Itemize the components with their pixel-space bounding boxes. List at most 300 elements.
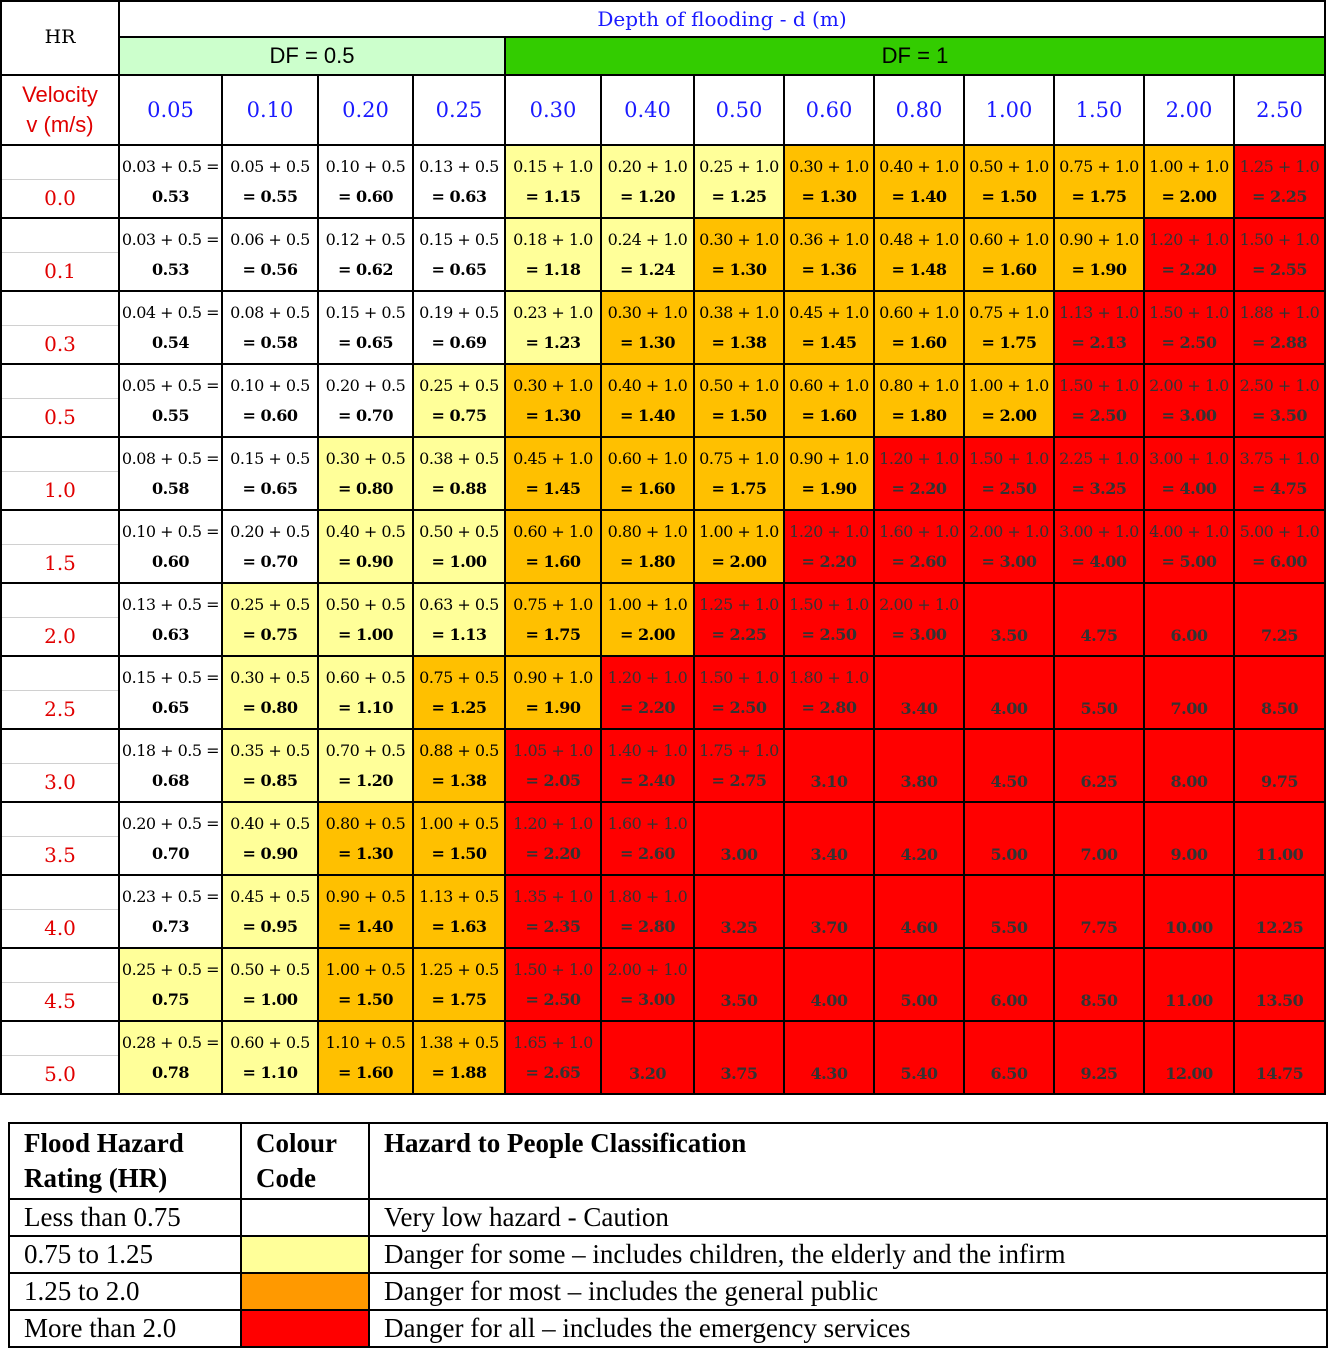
hazard-equation: 0.45 + 0.5 (230, 886, 310, 906)
hazard-rating-cell (413, 948, 505, 1021)
table-row (1, 510, 1325, 583)
hazard-result: = 1.20 (620, 186, 675, 206)
hazard-equation: 0.60 + 0.5 (325, 667, 406, 687)
hazard-result: 13.50 (1255, 991, 1304, 1010)
hazard-result: = 4.75 (1252, 478, 1307, 498)
hazard-result: = 1.63 (431, 916, 487, 936)
hazard-result: = 0.60 (242, 405, 298, 425)
depth-header-cell: 0.60 (784, 75, 874, 145)
hazard-rating-cell (505, 291, 601, 364)
hazard-equation: 2.00 + 1.0 (879, 594, 959, 614)
hazard-equation: 0.75 + 1.0 (699, 448, 779, 468)
hazard-rating-cell (1054, 729, 1144, 802)
depth-header-cell: 0.25 (413, 75, 505, 145)
hazard-equation: 0.24 + 1.0 (607, 229, 688, 249)
hazard-rating-cell (1054, 145, 1144, 218)
hazard-rating-cell (505, 875, 601, 948)
hazard-result: 8.00 (1170, 772, 1208, 791)
hazard-rating-cell (318, 802, 413, 875)
hazard-rating-cell (119, 1021, 222, 1094)
hazard-equation: 0.03 + 0.5 = (121, 229, 220, 249)
hazard-result: = 2.50 (525, 989, 581, 1009)
depth-header-cell: 2.50 (1234, 75, 1325, 145)
hazard-rating-cell (222, 145, 318, 218)
hazard-result: = 1.75 (431, 989, 487, 1009)
hazard-equation: 0.60 + 0.5 (230, 1032, 310, 1052)
depth-header-cell: 0.80 (874, 75, 964, 145)
velocity-value: 0.5 (2, 398, 118, 436)
hazard-result: 6.00 (990, 991, 1028, 1010)
hazard-result: = 1.45 (801, 332, 857, 352)
hazard-equation: 0.08 + 0.5 = (121, 448, 220, 468)
hazard-rating-cell (222, 656, 318, 729)
velocity-unit-label: v (m/s) (26, 112, 94, 137)
hazard-rating-cell (1234, 291, 1325, 364)
hazard-rating-cell (694, 437, 784, 510)
hazard-result: 3.25 (720, 918, 758, 937)
hazard-result: = 2.50 (801, 624, 857, 644)
hazard-result: = 3.50 (1252, 405, 1307, 425)
hazard-rating-cell (1144, 145, 1234, 218)
hazard-equation: 0.25 + 0.5 = (121, 959, 220, 979)
hazard-equation: 0.90 + 1.0 (1059, 229, 1139, 249)
hazard-legend-table (8, 1122, 1328, 1348)
hazard-rating-cell (505, 802, 601, 875)
hazard-result: = 5.00 (1161, 551, 1217, 571)
hazard-equation: 2.00 + 1.0 (1149, 375, 1229, 395)
hazard-result: 0.54 (152, 332, 189, 352)
hazard-result: = 0.90 (242, 843, 298, 863)
hazard-rating-cell (1054, 364, 1144, 437)
legend-rating: More than 2.0 (9, 1310, 241, 1347)
hazard-result: 7.75 (1080, 918, 1118, 937)
hazard-equation: 0.50 + 1.0 (699, 375, 779, 395)
hazard-equation: 1.13 + 1.0 (1059, 302, 1139, 322)
hazard-equation: 0.88 + 0.5 (419, 740, 499, 760)
hazard-rating-cell (222, 729, 318, 802)
hazard-result: = 0.58 (242, 332, 298, 352)
hazard-equation: 0.90 + 1.0 (513, 667, 593, 687)
hazard-rating-cell (784, 875, 874, 948)
hazard-rating-cell (601, 583, 694, 656)
hazard-rating-cell (874, 583, 964, 656)
hazard-result: 9.00 (1170, 845, 1208, 864)
hazard-result: = 0.62 (338, 259, 393, 279)
hazard-rating-cell (1234, 583, 1325, 656)
hazard-equation: 0.40 + 0.5 (230, 813, 310, 833)
hazard-equation: 3.00 + 1.0 (1149, 448, 1229, 468)
hazard-equation: 0.18 + 1.0 (513, 229, 593, 249)
hazard-rating-cell (1234, 510, 1325, 583)
hazard-result: = 2.13 (1071, 332, 1127, 352)
hazard-rating-cell (318, 437, 413, 510)
hazard-result: = 1.60 (338, 1062, 393, 1082)
hazard-rating-cell (964, 875, 1054, 948)
hazard-rating-cell (1054, 218, 1144, 291)
hazard-equation: 2.50 + 1.0 (1239, 375, 1320, 395)
hazard-result: 7.25 (1261, 626, 1298, 645)
hazard-rating-cell (784, 802, 874, 875)
hazard-rating-cell (874, 875, 964, 948)
hazard-equation: 0.48 + 1.0 (879, 229, 959, 249)
hazard-result: 0.73 (152, 916, 189, 936)
depth-header-cell: 0.50 (694, 75, 784, 145)
hazard-rating-cell (1234, 145, 1325, 218)
legend-row (9, 1236, 1327, 1273)
hazard-equation: 0.50 + 1.0 (969, 156, 1049, 176)
table-row (1, 729, 1325, 802)
hazard-equation: 1.25 + 1.0 (699, 594, 779, 614)
hazard-rating-cell (784, 291, 874, 364)
hazard-equation: 0.80 + 0.5 (325, 813, 406, 833)
depth-header-cell: 0.10 (222, 75, 318, 145)
depth-header-cell: 1.00 (964, 75, 1054, 145)
hazard-result: 4.75 (1080, 626, 1118, 645)
hazard-result: = 3.00 (1161, 405, 1217, 425)
hazard-result: = 1.80 (620, 551, 675, 571)
legend-row (9, 1273, 1327, 1310)
hazard-result: = 1.18 (525, 259, 581, 279)
hazard-rating-cell (119, 291, 222, 364)
hazard-rating-cell (601, 218, 694, 291)
hazard-rating-cell (874, 729, 964, 802)
hazard-result: = 1.38 (711, 332, 767, 352)
hazard-equation: 0.10 + 0.5 (325, 156, 406, 176)
hazard-rating-cell (784, 948, 874, 1021)
hazard-result: = 1.48 (891, 259, 947, 279)
hazard-result: = 0.75 (431, 405, 487, 425)
hazard-equation: 0.20 + 0.5 = (121, 813, 220, 833)
hazard-equation: 0.30 + 0.5 (230, 667, 310, 687)
hazard-equation: 1.35 + 1.0 (513, 886, 593, 906)
hazard-result: = 1.75 (711, 478, 767, 498)
hazard-result: = 1.15 (525, 186, 581, 206)
hazard-equation: 0.05 + 0.5 (230, 156, 310, 176)
hazard-result: 4.00 (990, 699, 1028, 718)
hazard-equation: 0.13 + 0.5 = (121, 594, 220, 614)
hazard-rating-cell (694, 291, 784, 364)
hazard-rating-cell (964, 583, 1054, 656)
hazard-rating-cell (1144, 729, 1234, 802)
hazard-rating-cell (694, 1021, 784, 1094)
hazard-rating-cell (1054, 948, 1144, 1021)
hazard-rating-cell (1234, 437, 1325, 510)
hazard-result: 3.80 (900, 772, 938, 791)
hazard-result: = 0.80 (242, 697, 298, 717)
hazard-result: = 1.10 (242, 1062, 298, 1082)
hazard-result: 4.30 (810, 1064, 848, 1083)
hazard-result: = 1.30 (801, 186, 857, 206)
hazard-rating-cell (318, 145, 413, 218)
hazard-equation: 0.15 + 0.5 (325, 302, 406, 322)
hazard-result: = 0.69 (431, 332, 487, 352)
hazard-equation: 1.80 + 1.0 (607, 886, 688, 906)
hazard-result: = 0.60 (338, 186, 393, 206)
hazard-result: = 2.35 (525, 916, 581, 936)
legend-classification: Danger for all – includes the emergency services (369, 1310, 1327, 1347)
hazard-rating-cell (1144, 656, 1234, 729)
hazard-rating-cell (318, 729, 413, 802)
hazard-result: = 2.05 (525, 770, 581, 790)
table-row (1, 948, 1325, 1021)
hazard-rating-cell (119, 510, 222, 583)
hazard-equation: 1.20 + 1.0 (789, 521, 869, 541)
hazard-rating-cell (1144, 218, 1234, 291)
hazard-rating-cell (964, 510, 1054, 583)
hazard-equation: 0.10 + 0.5 = (121, 521, 220, 541)
hazard-rating-cell (694, 364, 784, 437)
hazard-rating-cell (1234, 364, 1325, 437)
table-row (1, 364, 1325, 437)
hazard-equation: 1.25 + 1.0 (1239, 156, 1320, 176)
hazard-rating-cell (1054, 656, 1144, 729)
hazard-result: = 2.20 (801, 551, 857, 571)
hazard-result: 0.60 (152, 551, 189, 571)
hazard-result: 7.00 (1080, 845, 1118, 864)
hazard-result: 6.25 (1080, 772, 1118, 791)
legend-row (9, 1199, 1327, 1236)
hazard-rating-cell (1234, 729, 1325, 802)
hazard-result: = 2.75 (711, 770, 767, 790)
hazard-rating-cell (413, 291, 505, 364)
hazard-result: = 2.88 (1252, 332, 1307, 352)
hazard-rating-cell (601, 1021, 694, 1094)
hazard-rating-cell (505, 656, 601, 729)
hazard-equation: 0.50 + 0.5 (325, 594, 406, 614)
hazard-rating-cell (1234, 802, 1325, 875)
hazard-result: = 0.65 (242, 478, 298, 498)
hazard-result: 0.68 (152, 770, 189, 790)
hazard-equation: 0.75 + 0.5 (419, 667, 499, 687)
hazard-result: 4.50 (990, 772, 1028, 791)
hazard-result: = 1.90 (525, 697, 581, 717)
hazard-equation: 1.60 + 1.0 (879, 521, 959, 541)
hazard-rating-cell (784, 218, 874, 291)
hazard-equation: 0.30 + 1.0 (789, 156, 869, 176)
hazard-result: = 1.50 (981, 186, 1037, 206)
hazard-result: = 2.20 (1161, 259, 1217, 279)
hazard-result: 8.50 (1261, 699, 1298, 718)
hazard-equation: 1.50 + 1.0 (789, 594, 869, 614)
hazard-rating-cell (318, 583, 413, 656)
hazard-result: = 2.60 (891, 551, 947, 571)
hazard-result: = 2.25 (1252, 186, 1307, 206)
hazard-result: = 0.85 (242, 770, 298, 790)
hazard-result: = 1.90 (801, 478, 857, 498)
hazard-rating-cell (505, 583, 601, 656)
df-one-header: DF = 1 (505, 37, 1325, 75)
hazard-result: = 1.40 (338, 916, 393, 936)
hazard-result: = 1.25 (711, 186, 767, 206)
hazard-rating-cell (874, 1021, 964, 1094)
hazard-rating-cell (1054, 291, 1144, 364)
velocity-value: 2.5 (2, 690, 118, 728)
hazard-rating-cell (601, 510, 694, 583)
hazard-result: 5.40 (900, 1064, 938, 1083)
hazard-result: = 2.20 (620, 697, 675, 717)
hazard-result: 8.50 (1080, 991, 1118, 1010)
hazard-result: = 2.20 (891, 478, 947, 498)
hazard-result: = 1.60 (981, 259, 1037, 279)
hazard-equation: 0.75 + 1.0 (513, 594, 593, 614)
velocity-cell (1, 218, 119, 291)
hazard-result: = 1.60 (801, 405, 857, 425)
hazard-result: = 4.00 (1071, 551, 1127, 571)
hazard-equation: 1.50 + 1.0 (969, 448, 1049, 468)
hazard-result: = 3.00 (620, 989, 675, 1009)
hazard-rating-cell (413, 656, 505, 729)
depth-header-cell: 0.20 (318, 75, 413, 145)
hazard-rating-cell (413, 583, 505, 656)
velocity-cell (1, 948, 119, 1021)
table-row (1, 875, 1325, 948)
hazard-equation: 2.00 + 1.0 (607, 959, 688, 979)
hazard-result: = 1.25 (431, 697, 487, 717)
hazard-equation: 0.40 + 1.0 (879, 156, 959, 176)
hazard-equation: 0.38 + 0.5 (419, 448, 499, 468)
hazard-equation: 1.00 + 1.0 (699, 521, 779, 541)
hazard-equation: 0.80 + 1.0 (607, 521, 688, 541)
hazard-rating-cell (874, 364, 964, 437)
velocity-value: 4.0 (2, 909, 118, 947)
hazard-rating-cell (601, 437, 694, 510)
hazard-equation: 0.60 + 1.0 (513, 521, 593, 541)
hazard-equation: 0.20 + 0.5 (230, 521, 310, 541)
hazard-rating-cell (601, 948, 694, 1021)
hazard-rating-cell (601, 291, 694, 364)
hazard-equation: 0.45 + 1.0 (789, 302, 869, 322)
hazard-equation: 1.10 + 0.5 (325, 1032, 406, 1052)
hazard-result: = 2.00 (711, 551, 767, 571)
hazard-rating-cell (601, 729, 694, 802)
hazard-rating-cell (119, 729, 222, 802)
hazard-equation: 0.15 + 1.0 (513, 156, 593, 176)
table-row (1, 1021, 1325, 1094)
hazard-equation: 0.25 + 1.0 (699, 156, 779, 176)
hazard-equation: 0.08 + 0.5 (230, 302, 310, 322)
hazard-result: 6.50 (990, 1064, 1028, 1083)
hazard-result: 0.58 (152, 478, 189, 498)
hazard-rating-cell (784, 437, 874, 510)
hazard-rating-cell (964, 802, 1054, 875)
legend-classification: Danger for most – includes the general public (369, 1273, 1327, 1310)
hazard-rating-cell (694, 510, 784, 583)
depth-header-cell: 0.30 (505, 75, 601, 145)
hazard-result: 3.20 (629, 1064, 666, 1083)
velocity-value: 5.0 (2, 1055, 118, 1093)
hazard-equation: 1.00 + 1.0 (1149, 156, 1229, 176)
hazard-equation: 1.00 + 0.5 (325, 959, 406, 979)
velocity-value: 0.3 (2, 325, 118, 363)
depth-header-cell: 0.05 (119, 75, 222, 145)
hazard-result: = 0.80 (338, 478, 393, 498)
hazard-result: = 1.30 (338, 843, 393, 863)
hazard-result: 5.50 (1080, 699, 1118, 718)
velocity-header (1, 75, 119, 145)
hazard-result: = 4.00 (1161, 478, 1217, 498)
hazard-rating-cell (601, 145, 694, 218)
hazard-result: 0.75 (152, 989, 189, 1009)
hazard-rating-cell (1234, 948, 1325, 1021)
hazard-rating-cell (1054, 802, 1144, 875)
hazard-rating-cell (601, 364, 694, 437)
hazard-equation: 1.20 + 1.0 (607, 667, 688, 687)
hazard-rating-cell (413, 145, 505, 218)
hazard-rating-cell (505, 948, 601, 1021)
hazard-result: = 0.63 (431, 186, 487, 206)
hazard-equation: 0.40 + 0.5 (325, 521, 406, 541)
legend-header-classification: Hazard to People Classification (369, 1123, 1327, 1199)
hazard-equation: 1.65 + 1.0 (513, 1032, 593, 1052)
hazard-equation: 1.20 + 1.0 (879, 448, 959, 468)
hazard-equation: 1.20 + 1.0 (1149, 229, 1229, 249)
velocity-cell (1, 291, 119, 364)
hazard-rating-cell (694, 583, 784, 656)
velocity-value: 4.5 (2, 982, 118, 1020)
hazard-result: = 2.80 (620, 916, 675, 936)
hazard-result: 10.00 (1165, 918, 1213, 937)
hazard-rating-cell (1144, 510, 1234, 583)
hazard-rating-cell (694, 218, 784, 291)
velocity-cell (1, 802, 119, 875)
hazard-result: 0.65 (152, 697, 189, 717)
legend-rating: 1.25 to 2.0 (9, 1273, 241, 1310)
hazard-result: = 3.00 (981, 551, 1037, 571)
hazard-result: = 1.40 (891, 186, 947, 206)
hazard-result: = 1.00 (242, 989, 298, 1009)
hazard-result: = 2.50 (981, 478, 1037, 498)
hazard-equation: 0.63 + 0.5 (419, 594, 499, 614)
hazard-rating-cell (1234, 656, 1325, 729)
hazard-equation: 0.23 + 0.5 = (121, 886, 220, 906)
hazard-result: = 1.23 (525, 332, 581, 352)
hazard-rating-cell (964, 1021, 1054, 1094)
hazard-equation: 1.20 + 1.0 (513, 813, 593, 833)
hazard-result: = 0.70 (338, 405, 393, 425)
hazard-equation: 0.60 + 1.0 (789, 375, 869, 395)
hazard-equation: 1.05 + 1.0 (513, 740, 593, 760)
velocity-cell (1, 364, 119, 437)
hazard-result: = 2.20 (525, 843, 581, 863)
hazard-rating-cell (964, 437, 1054, 510)
hazard-result: 12.25 (1255, 918, 1304, 937)
table-row (1, 291, 1325, 364)
hazard-result: = 1.90 (1071, 259, 1127, 279)
hazard-rating-cell (1054, 875, 1144, 948)
hazard-rating-cell (1234, 218, 1325, 291)
hazard-result: = 2.50 (1071, 405, 1127, 425)
hazard-result: = 2.60 (620, 843, 675, 863)
velocity-cell (1, 1021, 119, 1094)
hazard-result: 3.50 (720, 991, 758, 1010)
hazard-rating-cell (413, 218, 505, 291)
hazard-equation: 0.50 + 0.5 (419, 521, 499, 541)
legend-rating: 0.75 to 1.25 (9, 1236, 241, 1273)
hazard-rating-cell (1144, 802, 1234, 875)
hazard-rating-cell (784, 583, 874, 656)
hazard-rating-cell (964, 364, 1054, 437)
hazard-equation: 0.45 + 1.0 (513, 448, 593, 468)
hazard-rating-cell (222, 291, 318, 364)
hazard-equation: 1.60 + 1.0 (607, 813, 688, 833)
hazard-equation: 0.38 + 1.0 (699, 302, 779, 322)
hazard-rating-cell (784, 1021, 874, 1094)
hazard-result: = 1.30 (525, 405, 581, 425)
velocity-cell (1, 729, 119, 802)
hazard-rating-cell (222, 1021, 318, 1094)
hazard-result: = 1.36 (801, 259, 857, 279)
hazard-result: 3.70 (810, 918, 848, 937)
